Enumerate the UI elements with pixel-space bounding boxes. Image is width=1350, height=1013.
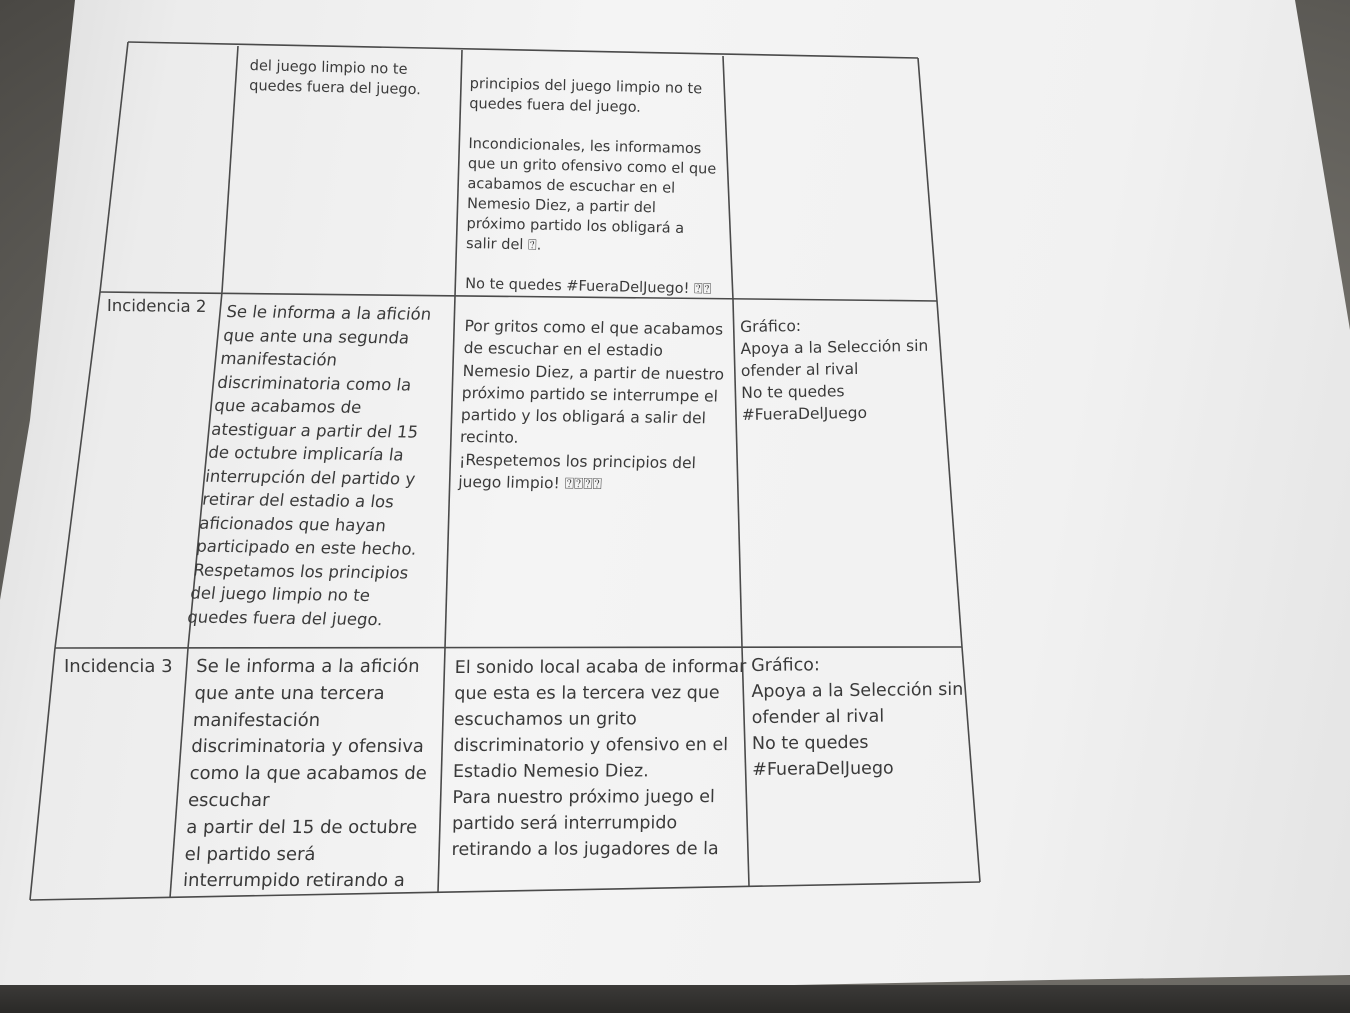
row3-graphic: Gráfico: Apoya a la Selección sin ofender al rival No te quedes #FueraDelJuego [751, 655, 964, 780]
row2-announcement: Por gritos como el que acabamos de escuchar en el estadio Nemesio Diez, a partir de nuestro próximo partido se interrumpe el partido y los obligará a salir del recinto. ¡Respetemos los principios del juego limpio! ⍰⍰⍰⍰ [457, 316, 725, 494]
row3-announcement: El sonido local acaba de informar que esta es la tercera vez que escuchamos un grito discriminatorio y ofensivo en el Estadio Nemesio Diez. Para nuestro próximo juego el partido será interrumpido retirando a los jugadores de la [451, 656, 747, 861]
row2-description: Se le informa a la afición que ante una segunda manifestación discriminatoria como la que acabamos de atestiguar a partir del 15 de octubre implicaría la interrupción del partido y retirar del estadio a los aficionados que hayan participado en este hecho. Respetamos los principios del juego limpio no te quedes fuera del juego. [186, 301, 433, 629]
row3-label: Incidencia 3 [64, 656, 173, 677]
row2-graphic: Gráfico: Apoya a la Selección sin ofender al rival No te quedes #FueraDelJuego [740, 316, 929, 424]
row1-announcement: principios del juego limpio no te quedes fuera del juego. Incondicionales, les informamos que un grito ofensivo como el que acabamos de escuchar en el Nemesio Diez, a partir del próximo partido los obligará a salir del ⍰. No te quedes #FueraDelJuego! ⍰⍰ [465, 75, 717, 298]
row2-label: Incidencia 2 [106, 295, 207, 317]
row1-description: del juego limpio no te quedes fuera del juego. [249, 57, 422, 99]
row3-description: Se le informa a la afición que ante una tercera manifestación discriminatoria y ofensiva como la que acabamos de escuchar a partir del 15 de octubre el partido será interrumpido retirando a [182, 656, 428, 892]
